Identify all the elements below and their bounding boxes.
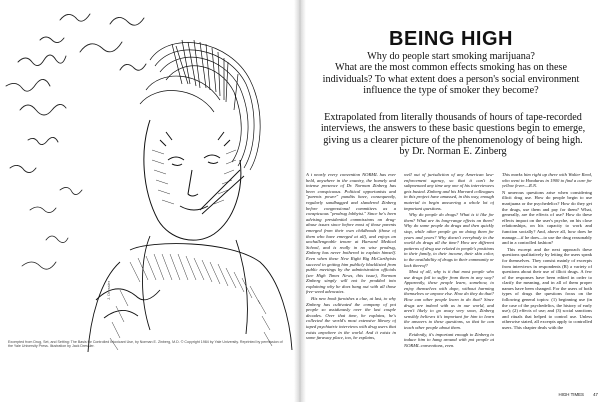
deck-line: What are the most common effects smoking has on these [334,62,568,74]
paragraph: This marks him right up there with Walter Reed, who went to Honduras in 1900 to find a cure for yellow fever.—R.N. [502,172,592,189]
paragraph: N umerous questions arise when considering illicit drug use. How do people begin to use marijuana or the psychedelics? How do they get the drugs, use them and pay for them? What, generally, are the effects of use? How do these effects impact on the user's psyche, on his close relationships, on his capacity to work and function socially? And, above all, how does he manage—if he does—to use the drug reasonably and in a controlled fashion? [502,189,592,246]
paragraph: Evidently, it's important enough to Zinberg to induce him to hang around with pot people at NORML conventions, even. [404,331,494,348]
page-number: 47 [593,392,598,397]
paragraph: This excerpt and the next approach these questions qualitatively by letting the users speak for themselves. They consist mainly of excerpts from interviews in respondents (R) a variety of questions about their use of illicit drugs. A few of the responses have been edited in order to clarify the meaning, and in all of them proper names have been changed. For the users of both types of drugs the questions focus on the following general topics: (1) beginning use (in the case of the psychedelics, the history of early use); (2) effects of use; and (3) social sanctions and rituals that helped to control use. Unless otherwise stated, all excerpts apply to controlled users. This chapter deals with the [502,246,592,331]
subdeck-line: interviews, the answers to these basic questions begin to emerge, [320,123,586,135]
page-gutter [294,0,306,402]
paragraph: Most of all, why is it that most people who use drugs fail to suffer from them in any way? Apparently, these people learn, somehow, to enjoy themselves with dope, without harming themselves or anyone else. How do they do that? How can other people learn to do that? Since drugs are indeed with us in our world, and aren't likely to go away very soon, Zinberg sensibly believes it's important for him to learn the answers to these questions, so that he can teach other people about them. [404,269,494,331]
article-deck [306,51,596,97]
right-page [306,0,600,402]
excerpt-credit: Excerpted from Drug, Set, and Setting: The Basis for Controlled Intoxicant Use, by Norman E. Zinberg, M.D. © Copyright 1984 by Yale University. Reprinted by permission of the Yale University Press. Illustration by Jack Dressler. [8,340,283,349]
subdeck-line: giving us a clearer picture of the phenomenology of being high. [323,134,583,146]
magazine-name: HIGH TIMES [558,392,584,397]
paragraph: His new book furnishes a clue, at last, to why Zinberg has cultivated the company of pot people so assiduously over the last couple decades. Over that time, he explains, he's collected the world's most extensive library of taped psychiatric interviews with drug users that exists anywhere in the world. And it exists in some faraway place, too, he explains, [306,296,396,341]
article-body [306,172,598,388]
paragraph: A t nearly every convention NORML has ever held, anywhere in the country, the homely and intense presence of Dr. Norman Zinberg has been conspicuous. Political opportunists and "parents power" pundits have, consequently, regularly sandbagged and slandered Zinberg before congressional committees as a conspicuous "prodrug lobbyist." Since he's been advising presidential commissions on drug-abuse issues since before most of those parents emerged from their own childhoods (those of them who have emerged at all), and enjoys an unchallengeable tenure at Harvard Medical School, and is really in no wise prodrug, Zinberg has never bothered to explain himself. Even when these New Right Big McCarthyists succeed in getting him publicly blacklisted from public meetings by the administration officials (see High Times News, this issue), Norman Zinberg simply will not be prodded into explaining why he does hang out with all those free-weed advocates. [306,172,396,295]
page-footer [306,392,598,400]
illustrator-credit: J. Dressler [106,280,111,300]
byline: by Dr. Norman E. Zinberg [399,146,507,158]
deck-line: individuals? To what extent does a person's social environment [322,73,580,85]
body-column-2 [404,172,494,388]
deck-line: influence the type of smoker they become? [363,85,539,97]
paragraph: Why do people do drugs? What is it like for them? What are its long-range effects on them? Why do some people do drugs and then quickly stop, while other people go on doing them for years and years? Why doesn't everybody in the world do drugs all the time? How are different patterns of drug use related to people's positions in their family, to their income, their skin color, to the availability of drugs in their community or lack thereof? [404,212,494,268]
deck-line: Why do people start smoking marijuana? [367,51,535,62]
paragraph: well out of jurisdiction of any American law-enforcement agency, so that it can't be subpoenaed any time any one of his interviewees gets busted. Zinberg and his Harvard colleagues in this project have amassed, in this way, enough material to begin answering a whole lot of important questions. [404,172,494,211]
article-subdeck [306,112,600,158]
body-column-1 [306,172,396,388]
article-title: BEING HIGH [389,28,513,50]
pen-and-ink-illustration [0,0,296,360]
subdeck-line: Extrapolated from literally thousands of hours of tape-recorded [324,112,582,123]
body-column-3 [502,172,592,388]
